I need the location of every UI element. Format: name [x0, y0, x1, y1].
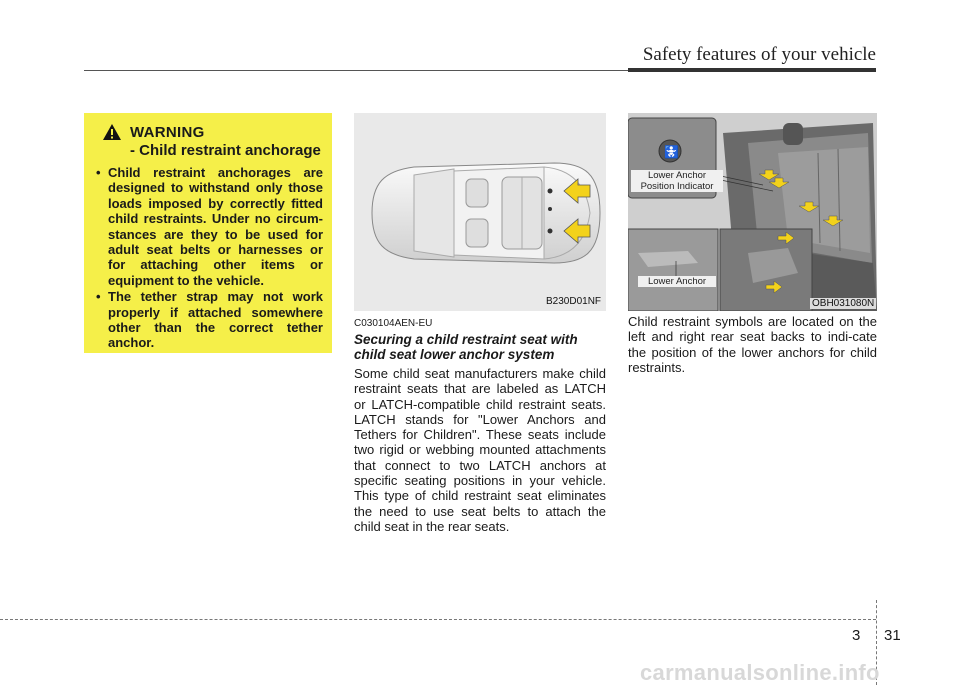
warning-list	[96, 165, 323, 351]
figure-code: OBH031080N	[812, 298, 875, 309]
section-column	[354, 318, 606, 534]
page-number: 31	[884, 627, 901, 644]
warning-triangle-icon	[102, 123, 122, 141]
figure-code: B230D01NF	[546, 296, 602, 307]
car-top-view-illustration	[354, 113, 606, 311]
figure-rear-seat	[628, 113, 877, 311]
warning-subtitle: - Child restraint anchorage	[130, 142, 321, 159]
lower-anchor-position-indicator-label: Lower Anchor Position Indicator	[631, 170, 723, 192]
section-heading: Securing a child restraint seat with child seat lower anchor system	[354, 332, 578, 362]
chapter-number: 3	[852, 627, 861, 644]
header-rule-accent	[628, 68, 876, 72]
figure-car-top-view	[354, 113, 606, 311]
warning-item: • Child restraint anchorages are designed to withstand only those loads imposed by correctly fitted child restraints. Under no circum-stances are they to be used for adult seat belts or harnesses or for attaching other items or equipment to the vehicle.	[96, 165, 323, 288]
section-code: C030104AEN-EU	[354, 318, 433, 329]
watermark: carmanualsonline.info	[640, 660, 880, 685]
warning-title: WARNING	[130, 123, 205, 141]
svg-text:🚼: 🚼	[664, 145, 679, 159]
page-header-title: Safety features of your vehicle	[642, 44, 876, 65]
warning-heading	[102, 123, 323, 141]
figure-caption-text: Child restraint symbols are located on the left and right rear seat backs to indi-cate the position of the lower anchors for child restraints.	[628, 314, 877, 375]
warning-box	[84, 113, 332, 353]
warning-item: • The tether strap may not work properly if attached somewhere other than the correct tether anchor.	[96, 289, 323, 351]
section-body: Some child seat manufacturers make child restraint seats that are labeled as LATCH or LATCH-compatible child restraint seats. LATCH stands for "Lower Anchors and Tethers for Children". These seats include two rigid or webbing mounted attachments that connect to two LATCH anchors at specific seating positions in your vehicle. This type of child restraint seat eliminates the need to use seat belts to attach the child seat in the rear seats.	[354, 366, 606, 534]
footer-rule	[0, 619, 876, 620]
lower-anchor-label: Lower Anchor	[638, 276, 716, 287]
figure-caption-column	[628, 314, 877, 375]
